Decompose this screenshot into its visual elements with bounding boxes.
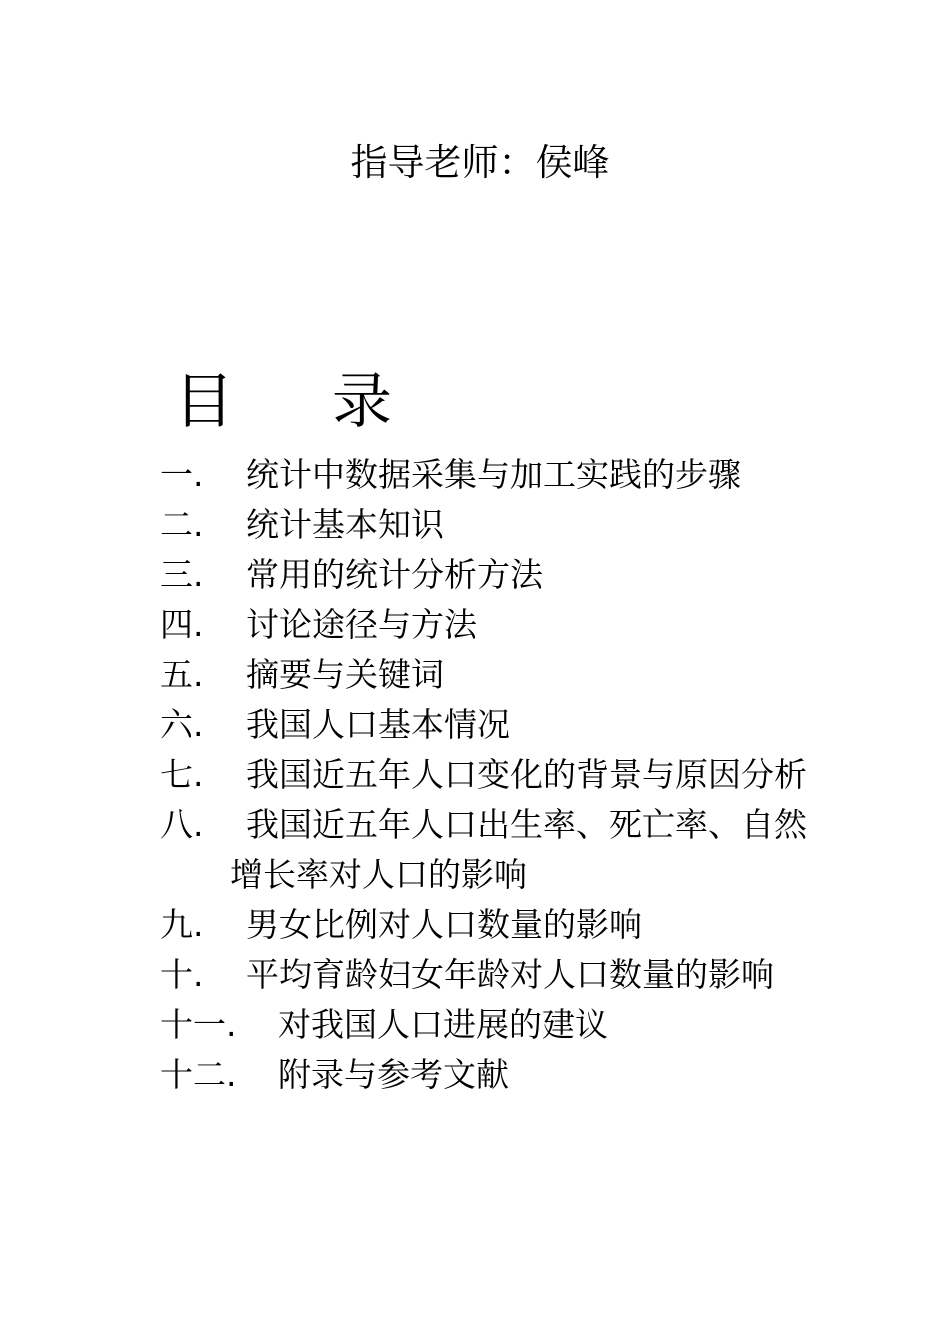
toc-item	[160, 750, 820, 800]
toc-item	[160, 1000, 820, 1050]
toc-item-text: 统计基本知识	[246, 505, 444, 544]
toc-item	[160, 450, 820, 500]
toc-item-number: 六.	[160, 705, 204, 744]
toc-item-number: 八.	[160, 805, 204, 844]
toc-item-text: 男女比例对人口数量的影响	[246, 905, 642, 944]
toc-item-number: 十一.	[160, 1005, 237, 1044]
toc-item-number: 十二.	[160, 1055, 237, 1094]
toc-item-text: 对我国人口进展的建议	[278, 1005, 608, 1044]
toc-item	[160, 500, 820, 550]
toc-item-text: 我国近五年人口出生率、死亡率、自然增长率对人口的影响	[230, 805, 807, 894]
toc-title-char-2: 录	[332, 367, 392, 437]
toc-item-number: 三.	[160, 555, 204, 594]
toc-item-number: 七.	[160, 755, 204, 794]
toc-item	[160, 900, 820, 950]
toc-item-text: 统计中数据采集与加工实践的步骤	[246, 455, 741, 494]
toc-item-text: 讨论途径与方法	[246, 605, 477, 644]
toc-item	[160, 700, 820, 750]
advisor-line: 指导老师：侯峰	[350, 141, 610, 184]
toc-item-text: 常用的统计分析方法	[246, 555, 543, 594]
toc-item	[160, 950, 820, 1000]
toc-item-number: 十.	[160, 955, 204, 994]
toc-item	[160, 1050, 820, 1100]
toc-item-number: 四.	[160, 605, 204, 644]
toc-item-text: 平均育龄妇女年龄对人口数量的影响	[246, 955, 774, 994]
toc-item-text: 我国近五年人口变化的背景与原因分析	[246, 755, 807, 794]
toc-item-text: 我国人口基本情况	[246, 705, 510, 744]
toc-title-char-1: 目	[174, 367, 234, 437]
toc-item	[160, 650, 820, 700]
toc-title	[174, 366, 392, 438]
toc-item	[160, 600, 820, 650]
toc-item-number: 五.	[160, 655, 204, 694]
toc-item-text: 摘要与关键词	[246, 655, 444, 694]
toc-item	[160, 550, 820, 600]
toc-list	[160, 450, 820, 1100]
toc-item-text: 附录与参考文献	[278, 1055, 509, 1094]
toc-item-number: 九.	[160, 905, 204, 944]
toc-item-number: 二.	[160, 505, 204, 544]
toc-item-number: 一.	[160, 455, 204, 494]
toc-item	[160, 800, 820, 900]
